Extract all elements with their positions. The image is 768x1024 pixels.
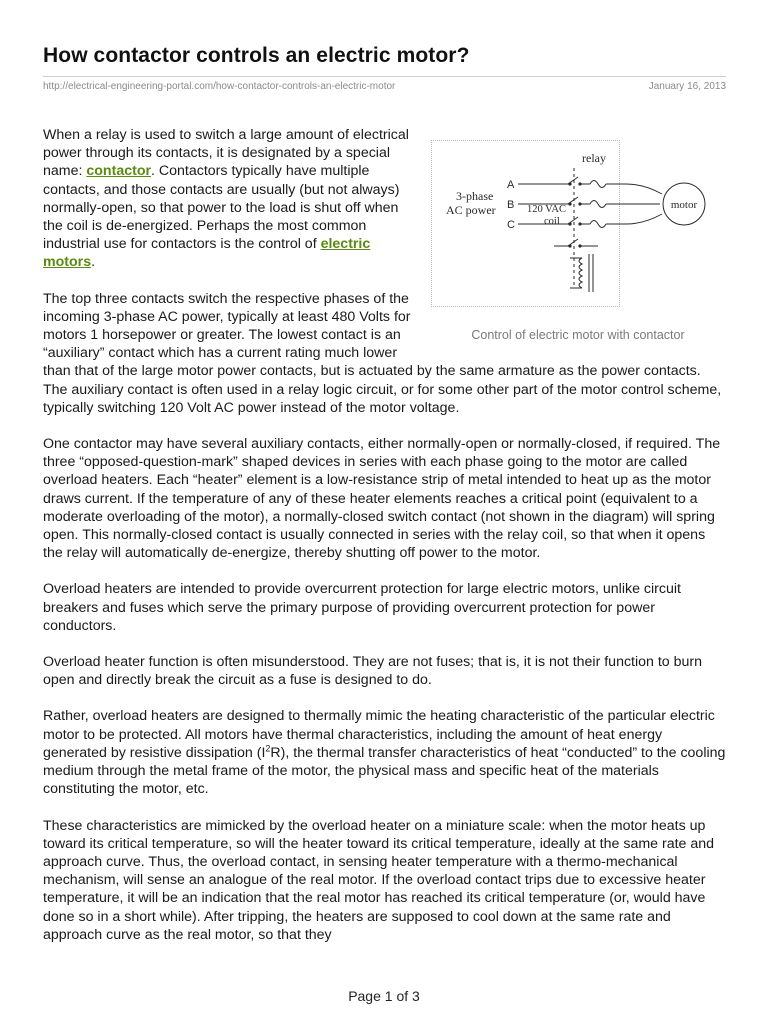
paragraph-1-text-c: .: [91, 254, 96, 271]
phase-a-label: A: [507, 179, 515, 191]
coil-label-line2: coil: [544, 216, 560, 227]
motor-label: motor: [670, 199, 698, 211]
paragraph-6-text-b: R), the thermal transfer characteristics of heat “conducted” to the cooling medium through the metal frame of the motor, the physical mass and specific heat of the materials constituting the motor, etc.: [43, 744, 726, 798]
paragraph-1-text-b: . Contactors typically have multiple contacts, and those contacts are usually (but not always) normally-open, so that power to the load is shut off when the coil is de-energized. Perhaps the most common industrial use for contactors is the control of: [43, 163, 400, 253]
page-number: Page 1 of 3: [348, 988, 420, 1004]
phase-b-label: B: [507, 199, 515, 211]
coil-label-line1: 120 VAC: [527, 204, 567, 215]
electric-motors-link[interactable]: electric motors: [43, 236, 371, 271]
document-page: [43, 0, 726, 1024]
publish-date: January 16, 2013: [648, 81, 726, 92]
power-label-line2: AC power: [446, 203, 496, 217]
power-label-line1: 3-phase: [456, 189, 494, 203]
contactor-diagram-figure: [430, 126, 726, 342]
phase-c-label: C: [507, 219, 515, 231]
paragraph-7: These characteristics are mimicked by the overload heater on a miniature scale: when the motor heats up toward its critical temperature, so will the heater toward its critical temperature, ideally at the same rate and approach curve. Thus, the overload contact, in sensing heater temperature with a thermo-mechanical mechanism, will sense an analogue of the real motor. If the overload contact trips due to excessive heater temperature, it will be an indication that the real motor has reached its critical temperature (or, would have done so in a short while). After tripping, the heaters are supposed to cool down at the same rate and approach curve as the real motor, so that they: [43, 817, 715, 943]
source-url[interactable]: http://electrical-engineering-portal.com/how-contactor-controls-an-electric-motor: [43, 81, 396, 92]
figure-caption: Control of electric motor with contactor: [471, 328, 685, 342]
relay-label: relay: [582, 151, 606, 165]
paragraph-1-text-a: When a relay is used to switch a large amount of electrical power through its contacts, it is designated by a special name:: [43, 127, 409, 180]
contactor-link[interactable]: contactor: [86, 163, 152, 180]
title-divider: [43, 76, 726, 77]
paragraph-6: [43, 707, 726, 798]
paragraph-5: Overload heater function is often misunderstood. They are not fuses; that is, it is not their function to burn open and directly break the circuit as a fuse is designed to do.: [43, 654, 703, 689]
paragraph-2: The top three contacts switch the respective phases of the incoming 3-phase AC power, typically at least 480 Volts for motors 1 horsepower or greater. The lowest contact is an “auxiliary” contact which has a current rating much lower than that of the large motor power contacts, but is actuated by the same armature as the power contacts. The auxiliary contact is often used in a relay logic circuit, or for some other part of the motor control scheme, typically switching 120 Volt AC power instead of the motor voltage.: [43, 290, 722, 416]
page-title: How contactor controls an electric motor?: [43, 44, 470, 67]
superscript-two: 2: [265, 743, 271, 754]
article-body: [43, 126, 726, 962]
paragraph-6-text-a: Rather, overload heaters are designed to thermally mimic the heating characteristic of the particular electric motor to be protected. All motors have thermal characteristics, including the amount of heat energy generated by resistive dissipation (I: [43, 708, 715, 761]
paragraph-4: Overload heaters are intended to provide overcurrent protection for large electric motors, unlike circuit breakers and fuses which serve the primary purpose of providing overcurrent protection for power conductors.: [43, 581, 681, 634]
contactor-circuit-diagram: [430, 126, 726, 326]
paragraph-3: One contactor may have several auxiliary contacts, either normally-open or normally-closed, if required. The three “opposed-question-mark” shaped devices in series with each phase going to the motor are called overload heaters. Each “heater” element is a low-resistance strip of metal intended to heat up as the motor draws current. If the temperature of any of these heater elements reaches a critical point (equivalent to a moderate overloading of the motor), a normally-closed switch contact (not shown in the diagram) will spring open. This normally-closed contact is usually connected in series with the relay coil, so that when it opens the relay will automatically de-energize, thereby shutting off power to the motor.: [43, 436, 721, 562]
